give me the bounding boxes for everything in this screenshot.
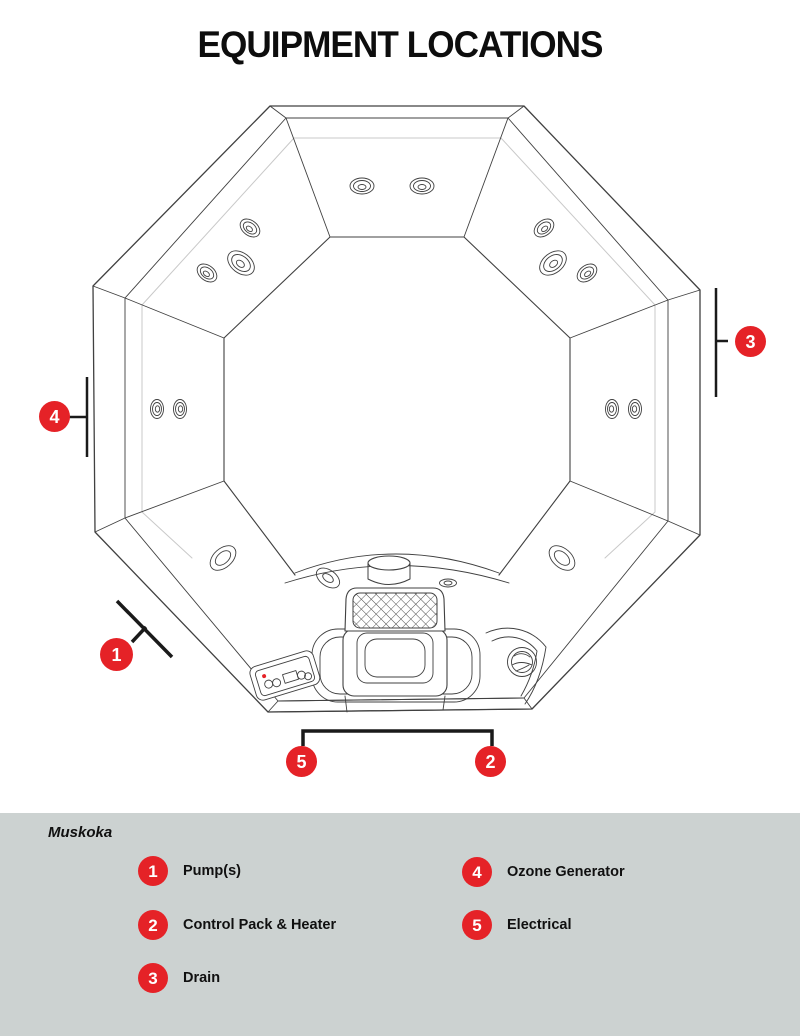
legend-badge-5: 5 xyxy=(462,910,492,940)
callout-bracket xyxy=(303,731,492,746)
legend-label-electrical: Electrical xyxy=(507,917,572,933)
control-keypad xyxy=(248,649,321,702)
legend-label-drain: Drain xyxy=(183,970,221,986)
legend-badge-3: 3 xyxy=(138,963,168,993)
hot-tub-line-art xyxy=(93,106,700,712)
marker-ozone: 4 xyxy=(39,401,70,432)
legend-item-drain xyxy=(138,963,220,993)
filter-housing xyxy=(343,588,447,712)
marker-control-pack: 2 xyxy=(475,746,506,777)
marker-pump: 1 xyxy=(100,638,133,671)
page-title: EQUIPMENT LOCATIONS xyxy=(197,24,603,65)
legend-label-pump: Pump(s) xyxy=(183,863,241,879)
marker-electrical: 5 xyxy=(286,746,317,777)
callout-drain xyxy=(716,288,728,397)
legend-badge-2: 2 xyxy=(138,910,168,940)
legend-item-control-pack xyxy=(138,910,336,940)
marker-drain: 3 xyxy=(735,326,766,357)
deck-cylinder xyxy=(368,556,410,585)
legend-badge-4: 4 xyxy=(462,857,492,887)
legend-badge-1: 1 xyxy=(138,856,168,886)
legend-label-control-pack: Control Pack & Heater xyxy=(183,917,337,933)
callout-ozone xyxy=(67,377,87,457)
legend-item-electrical xyxy=(462,910,572,940)
model-name: Muskoka xyxy=(48,824,113,841)
legend-item-ozone xyxy=(462,857,625,887)
legend-label-ozone: Ozone Generator xyxy=(507,864,625,880)
legend-item-pump xyxy=(138,856,241,886)
legend-panel xyxy=(0,813,800,1036)
corner-wing xyxy=(486,628,546,704)
